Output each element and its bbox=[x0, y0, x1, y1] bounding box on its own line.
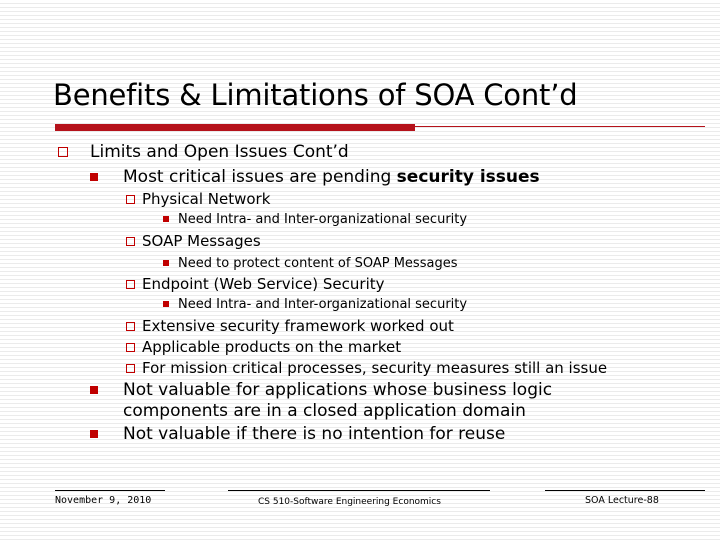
footer-date: November 9, 2010 bbox=[55, 495, 152, 506]
filled-square-bullet-icon bbox=[90, 386, 98, 394]
soap-messages-item: SOAP Messages bbox=[142, 232, 261, 250]
level1-heading: Limits and Open Issues Cont’d bbox=[90, 142, 349, 162]
endpoint-security-subitem: Need Intra- and Inter-organizational security bbox=[178, 297, 468, 312]
filled-square-bullet-icon bbox=[163, 260, 169, 266]
footer-rule-left bbox=[55, 490, 165, 491]
hollow-square-bullet-icon bbox=[126, 237, 135, 246]
hollow-square-bullet-icon bbox=[126, 364, 135, 373]
slide-title: Benefits & Limitations of SOA Cont’d bbox=[53, 78, 578, 112]
critical-issues-text: Most critical issues are pending bbox=[123, 167, 397, 187]
hollow-square-bullet-icon bbox=[126, 322, 135, 331]
hollow-square-bullet-icon bbox=[126, 343, 135, 352]
footer-course: CS 510-Software Engineering Economics bbox=[258, 497, 441, 507]
soap-messages-subitem: Need to protect content of SOAP Messages bbox=[178, 256, 458, 271]
filled-square-bullet-icon bbox=[90, 173, 98, 181]
endpoint-security-item: Endpoint (Web Service) Security bbox=[142, 275, 385, 293]
title-rule-thick bbox=[55, 124, 415, 131]
security-issues-emphasis: security issues bbox=[396, 167, 540, 187]
filled-square-bullet-icon bbox=[163, 301, 169, 307]
applicable-products-item: Applicable products on the market bbox=[142, 338, 402, 356]
not-valuable-no-reuse: Not valuable if there is no intention for reuse bbox=[123, 424, 506, 444]
physical-network-item: Physical Network bbox=[142, 190, 271, 208]
footer-rule-right bbox=[545, 490, 705, 491]
security-framework-item: Extensive security framework worked out bbox=[142, 317, 454, 335]
mission-critical-item: For mission critical processes, security measures still an issue bbox=[142, 359, 608, 377]
title-rule-thin bbox=[415, 126, 705, 127]
critical-issues-item bbox=[123, 167, 540, 187]
hollow-square-bullet-icon bbox=[58, 147, 68, 157]
physical-network-subitem: Need Intra- and Inter-organizational security bbox=[178, 212, 468, 227]
filled-square-bullet-icon bbox=[90, 430, 98, 438]
footer-rule-center bbox=[228, 490, 490, 491]
hollow-square-bullet-icon bbox=[126, 280, 135, 289]
filled-square-bullet-icon bbox=[163, 216, 169, 222]
footer-lecture: SOA Lecture-88 bbox=[585, 495, 659, 506]
hollow-square-bullet-icon bbox=[126, 195, 135, 204]
not-valuable-closed-domain-line2: components are in a closed application domain bbox=[123, 401, 526, 421]
not-valuable-closed-domain-line1: Not valuable for applications whose business logic bbox=[123, 380, 553, 400]
